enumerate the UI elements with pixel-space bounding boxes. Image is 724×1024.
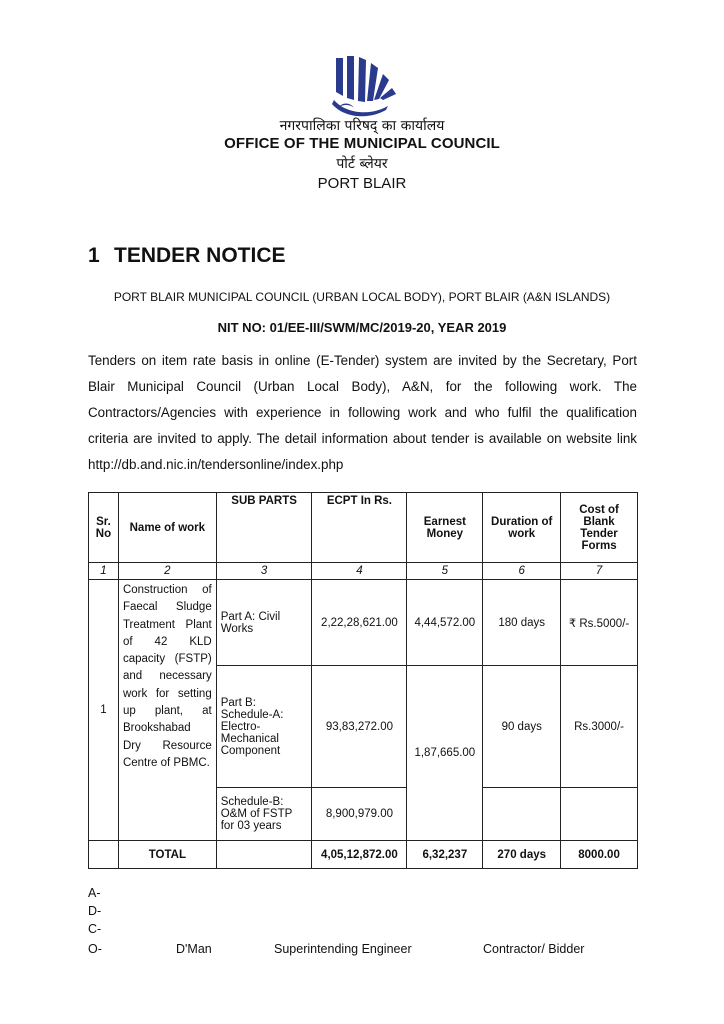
column-number-row [89,563,638,580]
signature-dman: D'Man [176,942,212,956]
signature-letter-d: D- [88,904,102,918]
row-earnest-money: 1,87,665.00 [407,666,483,841]
signature-engineer: Superintending Engineer [274,942,412,956]
row-cost: ₹ Rs.5000/- [561,580,638,666]
row-ecpt: 8,900,979.00 [312,788,407,841]
column-number: 2 [118,563,216,580]
section-heading [88,244,286,268]
row-ecpt: 93,83,272.00 [312,666,407,788]
header-ecpt: ECPT In Rs. [312,493,407,563]
row-duration: 90 days [483,666,561,788]
header-cost: Cost of Blank Tender Forms [561,493,638,563]
city-name: PORT BLAIR [317,175,407,192]
row-duration [483,788,561,841]
column-number: 5 [407,563,483,580]
header-duration: Duration of work [483,493,561,563]
row-sub-part: Part A: Civil Works [216,580,312,666]
total-ecpt: 4,05,12,872.00 [312,841,407,869]
column-number: 6 [483,563,561,580]
signature-letter-o: O- [88,942,102,956]
tender-description: Tenders on item rate basis in online (E-Tender) system are invited by the Secretary, Port Blair Municipal Council (Urban Local Body), A&N, for the following work. The Contractors/Agencies with experience in following work and who fulfil the qualification criteria are invited to apply. The detail information about tender is available on website link http://db.and.nic.in/tendersonline/index.php [88,353,637,472]
header-sr-no: Sr. No [89,493,119,563]
header-name-of-work: Name of work [118,493,216,563]
nit-number: NIT NO: 01/EE-III/SWM/MC/2019-20, YEAR 2019 [217,320,507,335]
council-subtitle: PORT BLAIR MUNICIPAL COUNCIL (URBAN LOCAL BODY), PORT BLAIR (A&N ISLANDS) [113,290,611,304]
signature-letter-a: A- [88,886,101,900]
total-cost: 8000.00 [561,841,638,869]
column-number: 7 [561,563,638,580]
signature-contractor: Contractor/ Bidder [483,942,585,956]
column-number: 4 [312,563,407,580]
total-duration: 270 days [483,841,561,869]
office-title: OFFICE OF THE MUNICIPAL COUNCIL [224,135,500,152]
row-sub-part: Schedule-B: O&M of FSTP for 03 years [216,788,312,841]
row-name-of-work: Construction of Faecal Sludge Treatment Plant of 42 KLD capacity (FSTP) and necessary work for setting up plant, at Brookshabad Dry Resource Centre of PBMC. [118,580,216,841]
table-header-row [89,493,638,563]
signature-letter-c: C- [88,922,102,936]
city-hindi-name: पोर्ट ब्लेयर [336,156,388,172]
section-number: 1 [88,244,100,267]
row-cost [561,788,638,841]
header-sub-parts: SUB PARTS [216,493,312,563]
office-hindi-title: नगरपालिका परिषद् का कार्यालय [279,118,445,134]
table-row [89,580,638,666]
total-earnest-money: 6,32,237 [407,841,483,869]
column-number: 3 [216,563,312,580]
municipal-council-logo-icon [326,52,398,118]
header-earnest-money: Earnest Money [407,493,483,563]
column-number: 1 [89,563,119,580]
total-empty-cell [89,841,119,869]
row-sr-no: 1 [89,580,119,841]
row-earnest-money: 4,44,572.00 [407,580,483,666]
row-duration: 180 days [483,580,561,666]
section-title: TENDER NOTICE [114,244,286,267]
total-empty-cell [216,841,312,869]
row-sub-part: Part B: Schedule-A: Electro-Mechanical Component [216,666,312,788]
row-ecpt: 2,22,28,621.00 [312,580,407,666]
total-label: TOTAL [118,841,216,869]
tender-table [88,492,638,869]
row-cost: Rs.3000/- [561,666,638,788]
total-row [89,841,638,869]
